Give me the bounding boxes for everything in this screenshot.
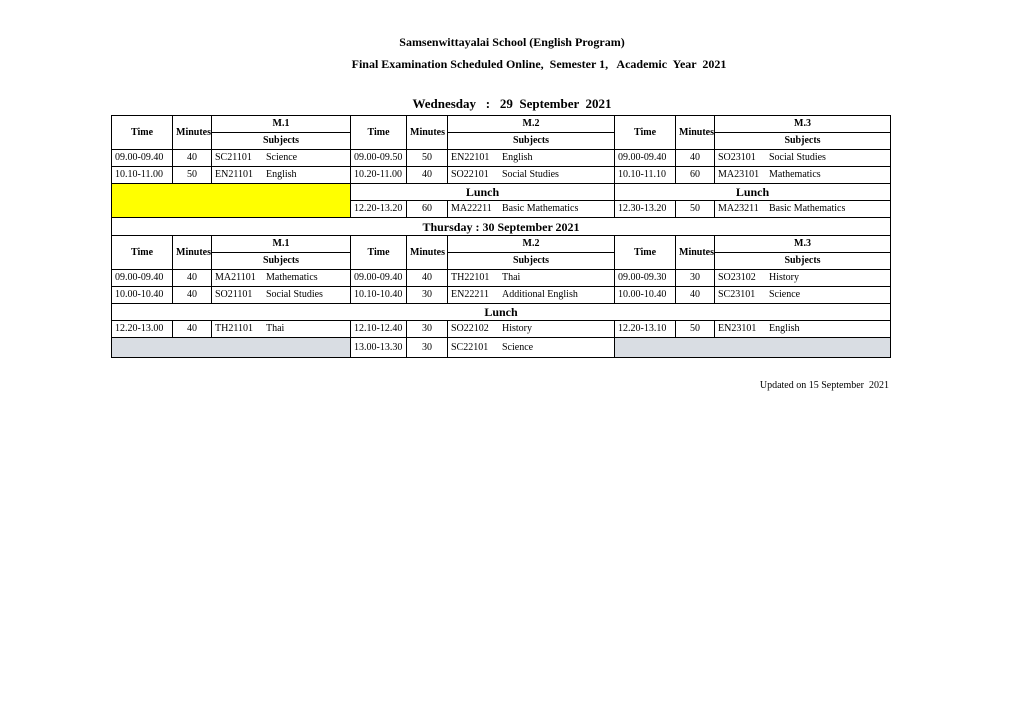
exam-subject — [212, 270, 351, 287]
exam-minutes: 40 — [676, 287, 715, 304]
subjects-header: Subjects — [212, 133, 351, 150]
exam-time: 10.00-10.40 — [615, 287, 676, 304]
lunch-row — [112, 304, 891, 321]
exam-minutes: 40 — [173, 321, 212, 338]
minutes-header: Minutes — [676, 236, 715, 270]
exam-time: 12.20-13.20 — [351, 201, 407, 218]
subject-name: English — [502, 152, 533, 163]
subject-code: SO23101 — [718, 152, 756, 163]
table-row — [112, 287, 891, 304]
exam-time: 09.00-09.50 — [351, 150, 407, 167]
table-row — [112, 338, 891, 358]
exam-subject — [715, 150, 891, 167]
time-header: Time — [615, 116, 676, 150]
subject-code: MA23101 — [718, 169, 760, 180]
subject-name: Thai — [266, 323, 285, 334]
exam-subject — [212, 321, 351, 338]
table-row — [112, 270, 891, 287]
table-row — [112, 150, 891, 167]
exam-schedule-table — [111, 115, 891, 358]
subject-name: Social Studies — [502, 169, 559, 180]
exam-subject — [715, 167, 891, 184]
updated-note: Updated on 15 September 2021 — [759, 380, 889, 391]
subjects-header: Subjects — [715, 253, 891, 270]
subheader-row — [112, 133, 891, 150]
exam-subject — [715, 201, 891, 218]
subject-code: MA22211 — [451, 203, 492, 214]
exam-minutes: 30 — [407, 287, 448, 304]
exam-subject — [448, 270, 615, 287]
exam-subject — [448, 338, 615, 358]
subject-name: Basic Mathematics — [502, 203, 579, 214]
empty-block — [112, 338, 351, 358]
exam-time: 12.10-12.40 — [351, 321, 407, 338]
subject-code: SO21101 — [215, 289, 253, 300]
exam-time: 09.00-09.30 — [615, 270, 676, 287]
exam-minutes: 60 — [407, 201, 448, 218]
exam-time: 09.00-09.40 — [112, 270, 173, 287]
school-title: Samsenwittayalai School (English Program) — [399, 35, 625, 49]
exam-subject — [715, 270, 891, 287]
thursday-title: Thursday : 30 September 2021 — [112, 218, 891, 236]
subject-name: Mathematics — [266, 272, 318, 283]
subject-name: Thai — [502, 272, 521, 283]
exam-minutes: 40 — [173, 270, 212, 287]
exam-minutes: 50 — [676, 321, 715, 338]
minutes-header: Minutes — [407, 116, 448, 150]
exam-time: 12.20-13.10 — [615, 321, 676, 338]
exam-time: 10.00-10.40 — [112, 287, 173, 304]
exam-minutes: 40 — [407, 167, 448, 184]
subject-name: Social Studies — [266, 289, 323, 300]
header-row — [112, 116, 891, 133]
time-header: Time — [351, 116, 407, 150]
subject-name: History — [769, 272, 799, 283]
exam-subject — [715, 287, 891, 304]
subject-name: Science — [769, 289, 801, 300]
subject-code: SO23102 — [718, 272, 756, 283]
exam-subject — [715, 321, 891, 338]
subject-code: EN22101 — [451, 152, 490, 163]
exam-time: 10.10-10.40 — [351, 287, 407, 304]
wednesday-title: Wednesday : 29 September 2021 — [412, 96, 612, 111]
time-header: Time — [351, 236, 407, 270]
lunch-label: Lunch — [351, 184, 615, 201]
subject-name: English — [266, 169, 297, 180]
subject-code: MA23211 — [718, 203, 759, 214]
subjects-header: Subjects — [715, 133, 891, 150]
header-row — [112, 236, 891, 253]
subject-name: Science — [266, 152, 298, 163]
exam-time: 09.00-09.40 — [351, 270, 407, 287]
exam-time: 10.10-11.00 — [112, 167, 173, 184]
exam-minutes: 40 — [676, 150, 715, 167]
subject-code: EN21101 — [215, 169, 253, 180]
exam-subject — [448, 167, 615, 184]
grade-m1-header: M.1 — [212, 116, 351, 133]
subject-name: Science — [502, 341, 534, 353]
exam-subject — [212, 150, 351, 167]
subject-code: TH22101 — [451, 272, 490, 283]
table-row — [112, 321, 891, 338]
exam-subject — [448, 150, 615, 167]
exam-subject — [448, 201, 615, 218]
subject-code: SO22102 — [451, 323, 489, 334]
time-header: Time — [112, 236, 173, 270]
minutes-header: Minutes — [173, 236, 212, 270]
exam-time: 10.10-11.10 — [615, 167, 676, 184]
exam-title: Final Examination Scheduled Online, Semester 1, Academic Year 2021 — [351, 57, 727, 71]
exam-subject — [448, 321, 615, 338]
exam-subject — [212, 167, 351, 184]
exam-minutes: 60 — [676, 167, 715, 184]
grade-m2-header: M.2 — [448, 116, 615, 133]
subject-code: EN22211 — [451, 289, 489, 300]
lunch-label: Lunch — [615, 184, 891, 201]
subject-name: Basic Mathematics — [769, 203, 846, 214]
exam-time: 13.00-13.30 — [351, 338, 407, 358]
grade-m3-header: M.3 — [715, 236, 891, 253]
exam-time: 12.20-13.00 — [112, 321, 173, 338]
exam-time: 09.00-09.40 — [615, 150, 676, 167]
subject-code: SC21101 — [215, 152, 252, 163]
exam-minutes: 40 — [173, 287, 212, 304]
subject-code: SC22101 — [451, 341, 489, 353]
subjects-header: Subjects — [448, 133, 615, 150]
subject-code: TH21101 — [215, 323, 253, 334]
exam-time: 12.30-13.20 — [615, 201, 676, 218]
grade-m1-header: M.1 — [212, 236, 351, 253]
subject-code: SC23101 — [718, 289, 756, 300]
time-header: Time — [112, 116, 173, 150]
exam-minutes: 30 — [407, 321, 448, 338]
time-header: Time — [615, 236, 676, 270]
subheader-row — [112, 253, 891, 270]
exam-minutes: 50 — [173, 167, 212, 184]
exam-minutes: 30 — [407, 338, 448, 358]
subjects-header: Subjects — [212, 253, 351, 270]
minutes-header: Minutes — [407, 236, 448, 270]
exam-time: 10.20-11.00 — [351, 167, 407, 184]
highlight-block — [112, 184, 351, 218]
exam-subject — [212, 287, 351, 304]
exam-time: 09.00-09.40 — [112, 150, 173, 167]
exam-minutes: 50 — [676, 201, 715, 218]
subject-name: Mathematics — [769, 169, 821, 180]
empty-block — [615, 338, 891, 358]
exam-minutes: 40 — [407, 270, 448, 287]
table-row — [112, 167, 891, 184]
lunch-label: Lunch — [112, 304, 891, 321]
subject-name: Additional English — [502, 289, 578, 300]
subject-name: English — [769, 323, 800, 334]
minutes-header: Minutes — [676, 116, 715, 150]
subject-code: MA21101 — [215, 272, 256, 283]
subject-code: SO22101 — [451, 169, 489, 180]
subjects-header: Subjects — [448, 253, 615, 270]
exam-subject — [448, 287, 615, 304]
grade-m2-header: M.2 — [448, 236, 615, 253]
exam-minutes: 40 — [173, 150, 212, 167]
subject-code: EN23101 — [718, 323, 757, 334]
subject-name: History — [502, 323, 532, 334]
day-title-row — [112, 218, 891, 236]
minutes-header: Minutes — [173, 116, 212, 150]
grade-m3-header: M.3 — [715, 116, 891, 133]
lunch-row — [112, 184, 891, 201]
exam-minutes: 50 — [407, 150, 448, 167]
exam-minutes: 30 — [676, 270, 715, 287]
subject-name: Social Studies — [769, 152, 826, 163]
